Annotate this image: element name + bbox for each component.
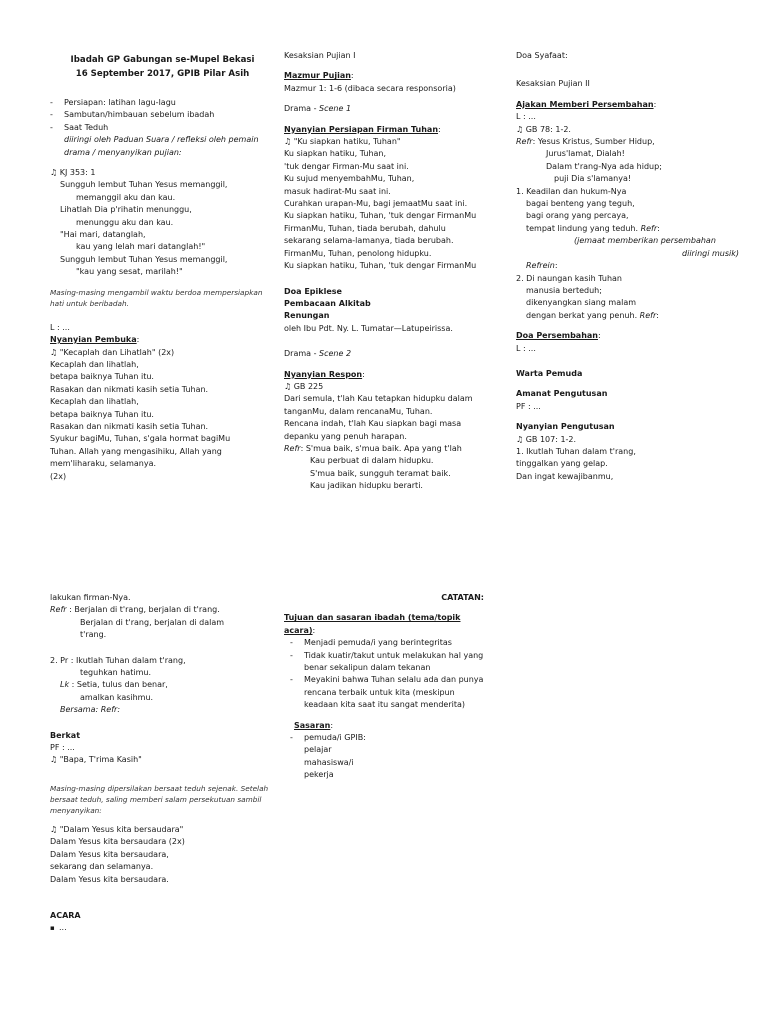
leader-line: L : ... (516, 343, 536, 353)
lyric-line: kau yang lelah mari datanglah!" (76, 242, 206, 252)
lyric-line: lakukan firman-Nya. (50, 593, 131, 602)
section-heading: Doa Epiklese (284, 286, 342, 296)
refrain-label: Refrein (526, 261, 555, 271)
lyric-line: bagai benteng yang teguh, (526, 199, 635, 209)
lyric-line: Kecaplah dan lihatlah, (50, 359, 139, 369)
lyric-line: "kau yang sesat, marilah!" (76, 267, 183, 277)
lk-label: Lk (60, 680, 70, 690)
lyric-line: S'mua baik, sungguh teramat baik. (310, 468, 451, 478)
lyric-line: dikenyangkan siang malam (526, 298, 637, 308)
lyric-line: Jurus'lamat, Dialah! (546, 149, 625, 159)
lyric-line: sekarang selama-lamanya, tiada berubah. (284, 236, 454, 246)
column-1: Ibadah GP Gabungan se-Mupel Bekasi 16 September 2017, GPIB Pilar Asih - Persiapan: latihan lagu-lagu - Sambutan/himbauan sebelum ibadah - Saat Teduh diiringi oleh Paduan Suara / refleksi oleh pemain drama / menyanyikan pujian: ♫ KJ 353: 1 Sungguh lembut Tuhan Yesus memanggil, memanggil aku dan kau. Lihatlah Dia p'rihatin menunggu, menunggu aku dan kau. "Hai mari, datanglah, kau yang lelah mari datanglah!" Sungguh lembut Tuhan Yesus memanggil, "kau yang sesat, marilah!" Masing-masing mengambil waktu berdoa mempersiapkan hati untuk beribadah. L : ... Nyanyian Pembuka: ♫ "Kecaplah dan Lihatlah" (2x) Kecaplah dan lihatlah, betapa baiknya Tuhan itu. Rasakan dan nikmati kasih setia Tuhan. Kecaplah dan lihatlah, betapa baiknya Tuhan itu. Rasakan dan nikmati kasih setia Tuhan. Syukur bagiMu, Tuhan, s'gala hormat bagiMu Tuhan. Allah yang mengasihiku, Allah yang mem'liharaku, selamanya. (2x) (50, 54, 275, 483)
lyric-line: FirmanMu, Tuhan, tiada berubah, dahulu (284, 223, 446, 233)
section-heading: Nyanyian Pembuka (50, 335, 137, 345)
lyric-line: Curahkan urapan-Mu, bagi jemaatMu saat ini. (284, 199, 468, 209)
lyric-line: Rencana indah, t'lah Kau siapkan bagi masa (284, 419, 462, 429)
lyric-line: Dalam t'rang-Nya ada hidup; (546, 161, 662, 171)
mazmur-text: Mazmur 1: 1-6 (dibaca secara responsoria) (284, 83, 456, 93)
prep-item: - Persiapan: latihan lagu-lagu (50, 97, 275, 109)
lyric-line: mem'liharaku, selamanya. (50, 459, 157, 469)
lyric-line: "Hai mari, datanglah, (60, 230, 146, 240)
lyric-line: Syukur bagiMu, Tuhan, s'gala hormat bagiMu (50, 434, 231, 444)
lyric-line: Dalam Yesus kita bersaudara. (50, 874, 169, 884)
target-item: mahasiswa/i (304, 757, 354, 767)
lyric-line: tempat lindung yang teduh. (526, 223, 639, 233)
lyric-line: t'rang. (80, 630, 107, 640)
drama-prefix: Drama - (284, 349, 320, 359)
drama-prefix: Drama - (284, 104, 320, 114)
section-heading: Amanat Pengutusan (516, 389, 608, 399)
kesaksian-pujian-2: Kesaksian Pujian II (516, 79, 590, 89)
prep-item: - Sambutan/himbauan sebelum ibadah (50, 109, 275, 121)
lyric-line: : Yesus Kristus, Sumber Hidup, (532, 137, 655, 147)
lyric-line: betapa baiknya Tuhan itu. (50, 372, 154, 382)
pr-label: 2. Pr (50, 655, 69, 665)
music-note-icon: ♫ (284, 137, 292, 147)
lyric-line: : Berjalan di t'rang, berjalan di t'rang. (69, 605, 220, 615)
refrain-label: Refr (516, 137, 533, 147)
kj-ref: KJ 353: 1 (59, 168, 96, 178)
lyric-line: : S'mua baik, s'mua baik. Apa yang t'lah (300, 443, 462, 453)
lyric-line: puji Dia s'lamanya! (554, 174, 632, 184)
music-note-icon: ♫ (284, 381, 292, 391)
lyric-line: 2. Di naungan kasih Tuhan (516, 273, 622, 283)
lyric-line: tanganMu, dalam rencanaMu, Tuhan. (284, 406, 433, 416)
prep-note: diiringi oleh Paduan Suara / refleksi oleh pemain drama / menyanyikan pujian: (64, 135, 259, 157)
lyric-line: Sungguh lembut Tuhan Yesus memanggil, (60, 254, 228, 264)
bersama-label: Bersama (60, 705, 96, 715)
target-item: pelajar (304, 745, 332, 755)
target-item: - pemuda/i GPIB: (284, 732, 484, 744)
lyric-line: manusia berteduh; (526, 285, 602, 295)
refrain-label: Refr (100, 705, 118, 715)
lyric-line: Sungguh lembut Tuhan Yesus memanggil, (60, 180, 228, 190)
lyric-line: 1. Keadilan dan hukum-Nya (516, 186, 627, 196)
section-heading: ACARA (50, 910, 81, 920)
column-2: Kesaksian Pujian I Mazmur Pujian: Mazmur 1: 1-6 (dibaca secara responsoria) Drama - Scene 1 Nyanyian Persiapan Firman Tuhan: ♫ "Ku siapkan hatiku, Tuhan" Ku siapkan hatiku, Tuhan, 'tuk dengar Firman-Mu saat ini. Ku sujud menyembahMu, Tuhan, masuk hadirat-Mu saat ini. Curahkan urapan-Mu, bagi jemaatMu saat ini. Ku siapkan hatiku, Tuhan, 'tuk dengar FirmanMu FirmanMu, Tuhan, tiada berubah, dahulu sekarang selama-lamanya, tiada berubah. FirmanMu, Tuhan, penolong hidupku. Ku siapkan hatiku, Tuhan, 'tuk dengar FirmanMu Doa Epiklese Pembacaan Alkitab Renungan oleh Ibu Pdt. Ny. L. Tumatar—Latupeirissa. Drama - Scene 2 Nyanyian Respon: ♫ GB 225 Dari semula, t'lah Kau tetapkan hidupku dalam tanganMu, dalam rencanaMu, Tuhan. Rencana indah, t'lah Kau siapkan bagi masa depanku yang penuh harapan. Refr: S'mua baik, s'mua baik. Apa yang t'lah Kau perbuat di dalam hidupku. S'mua baik, sungguh teramat baik. Kau jadikan hidupku berarti. (284, 50, 509, 493)
refrain-label: Refr (50, 605, 67, 615)
song-title: "Dalam Yesus kita bersaudara" (59, 824, 184, 834)
lyric-line: 1. Ikutlah Tuhan dalam t'rang, (516, 446, 636, 456)
lyric-line: tinggalkan yang gelap. (516, 459, 608, 469)
lyric-line: Kau perbuat di dalam hidupku. (310, 456, 434, 466)
lyric-line: masuk hadirat-Mu saat ini. (284, 186, 391, 196)
section-heading: Berkat (50, 730, 81, 740)
drama-scene: Scene 2 (319, 349, 352, 359)
section-heading: Ajakan Memberi Persembahan (516, 99, 654, 109)
song-title: "Kecaplah dan Lihatlah" (2x) (59, 347, 175, 357)
column-3: Doa Syafaat: Kesaksian Pujian II Ajakan Memberi Persembahan: L : ... ♫ GB 78: 1-2. Refr: Yesus Kristus, Sumber Hidup, Jurus'lamat, Dialah! Dalam t'rang-Nya ada hidup; puji Dia s'lamanya! 1. Keadilan dan hukum-Nya bagai benteng yang teguh, bagi orang yang percaya, tempat lindung yang teduh. Refr: (jemaat memberikan persembahan diiringi musik) Refrein: 2. Di naungan kasih Tuhan manusia berteduh; dikenyangkan siang malam dengan berkat yang penuh. Refr: Doa Persembahan: L : ... Warta Pemuda Amanat Pengutusan PF : ... Nyanyian Pengutusan ♫ GB 107: 1-2. 1. Ikutlah Tuhan dalam t'rang, tinggalkan yang gelap. Dan ingat kewajibanmu, (516, 50, 741, 483)
offering-note: (jemaat memberikan persembahan (574, 236, 716, 246)
refrain-label: Refr (284, 443, 301, 453)
lyric-line: Berjalan di t'rang, berjalan di dalam (80, 617, 225, 627)
lyric-line: Dari semula, t'lah Kau tetapkan hidupku dalam (284, 394, 473, 404)
lyric-line: Lihatlah Dia p'rihatin menunggu, (60, 205, 192, 215)
lyric-line: memanggil aku dan kau. (76, 192, 176, 202)
kesaksian-pujian-1: Kesaksian Pujian I (284, 51, 356, 60)
lyric-line: Dalam Yesus kita bersaudara, (50, 849, 169, 859)
section-heading: Renungan (284, 311, 330, 321)
section-heading: Pembacaan Alkitab (284, 298, 371, 308)
section-heading: Nyanyian Respon (284, 369, 363, 379)
acara-item: ▪ ... (50, 922, 275, 934)
lyric-line: dengan berkat yang penuh. (526, 310, 638, 320)
music-note-icon: ♫ (50, 168, 58, 178)
leader-line: L : ... (50, 322, 70, 332)
lyric-line: Ku siapkan hatiku, Tuhan, (284, 149, 387, 159)
column-4: lakukan firman-Nya. Refr : Berjalan di t'rang, berjalan di t'rang. Berjalan di t'rang, berjalan di dalam t'rang. 2. Pr : Ikutlah Tuhan dalam t'rang, teguhkan hatimu. Lk : Setia, tulus dan benar, amalkan kasihmu. Bersama: Refr: Berkat PF : ... ♫ "Bapa, T'rima Kasih" Masing-masing dipersilakan bersaat teduh sejenak. Setelah bersaat teduh, saling memberi salam persekutuan sambil menyanyikan: ♫ "Dalam Yesus kita bersaudara" Dalam Yesus kita bersaudara (2x) Dalam Yesus kita bersaudara, sekarang dan selamanya. Dalam Yesus kita bersaudara. ACARA ▪ ... (50, 592, 275, 935)
song-ref: GB 225 (293, 381, 324, 391)
lyric-line: Ku siapkan hatiku, Tuhan, 'tuk dengar FirmanMu (284, 211, 477, 221)
lyric-line: amalkan kasihmu. (80, 692, 154, 702)
lyric-line: 'tuk dengar Firman-Mu saat ini. (284, 161, 409, 171)
lyric-line: betapa baiknya Tuhan itu. (50, 409, 154, 419)
song-ref: GB 107: 1-2. (525, 434, 577, 444)
teduh-note: Masing-masing dipersilakan bersaat teduh sejenak. Setelah bersaat teduh, saling memberi salam persekutuan sambil menyanyikan: (50, 783, 269, 815)
leader-line: PF : ... (516, 401, 541, 411)
song-title: "Bapa, T'rima Kasih" (59, 755, 142, 765)
lyric-line: Kecaplah dan lihatlah, (50, 397, 139, 407)
lyric-line: : Ikutlah Tuhan dalam t'rang, (70, 655, 186, 665)
silence-note: Masing-masing mengambil waktu berdoa mempersiapkan hati untuk beribadah. (50, 287, 263, 308)
lyric-line: Ku sujud menyembahMu, Tuhan, (284, 174, 415, 184)
lyric-line: FirmanMu, Tuhan, penolong hidupku. (284, 248, 432, 258)
section-heading: Warta Pemuda (516, 368, 583, 378)
renungan-speaker: oleh Ibu Pdt. Ny. L. Tumatar—Latupeirissa. (284, 323, 453, 333)
song-ref: GB 78: 1-2. (525, 124, 571, 134)
lyric-line: teguhkan hatimu. (80, 668, 152, 678)
lyric-line: (2x) (50, 471, 67, 481)
section-heading: Mazmur Pujian (284, 71, 351, 81)
lyric-line: Rasakan dan nikmati kasih setia Tuhan. (50, 421, 209, 431)
lyric-line: Tuhan. Allah yang mengasihiku, Allah yang (50, 446, 222, 456)
goal-item: - Meyakini bahwa Tuhan selalu ada dan punya rencana terbaik untuk kita (meskipun keadaan kita saat itu sangat menderita) (284, 674, 484, 711)
music-note-icon: ♫ (516, 434, 524, 444)
section-heading: Tujuan dan sasaran ibadah (tema/topik acara) (284, 613, 461, 635)
music-note-icon: ♫ (50, 755, 58, 765)
song-title: "Ku siapkan hatiku, Tuhan" (293, 137, 401, 147)
lyric-line: bagi orang yang percaya, (526, 211, 629, 221)
section-heading: Nyanyian Pengutusan (516, 422, 615, 432)
section-heading: Sasaran (294, 720, 331, 730)
section-heading: Doa Persembahan (516, 331, 598, 341)
section-heading: Nyanyian Persiapan Firman Tuhan (284, 124, 439, 134)
column-5: CATATAN: Tujuan dan sasaran ibadah (tema/topik acara): - Menjadi pemuda/i yang berintegritas - Tidak kuatir/takut untuk melakukan hal yang benar sekalipun dalam tekanan - Meyakini bahwa Tuhan selalu ada dan punya rencana terbaik untuk kita (meskipun keadaan kita saat itu sangat menderita) Sasaran: - pemuda/i GPIB: pelajar mahasiswa/i pekerja (284, 592, 484, 782)
lyric-line: depanku yang penuh harapan. (284, 431, 407, 441)
catatan-heading: CATATAN (441, 593, 481, 602)
leader-line: L : ... (516, 112, 536, 122)
music-note-icon: ♫ (516, 124, 524, 134)
goal-item: - Tidak kuatir/takut untuk melakukan hal yang benar sekalipun dalam tekanan (284, 650, 484, 675)
lyric-line: sekarang dan selamanya. (50, 862, 154, 872)
music-note-icon: ♫ (50, 347, 58, 357)
leader-line: PF : ... (50, 743, 75, 753)
lyric-line: Rasakan dan nikmati kasih setia Tuhan. (50, 384, 209, 394)
target-item: pekerja (304, 770, 334, 780)
section-heading: Doa Syafaat (516, 51, 565, 60)
offering-note: diiringi musik) (682, 248, 739, 258)
goal-item: - Menjadi pemuda/i yang berintegritas (284, 637, 484, 649)
lyric-line: menunggu aku dan kau. (76, 217, 174, 227)
drama-scene: Scene 1 (319, 104, 352, 114)
service-date: 16 September 2017, GPIB Pilar Asih (75, 68, 250, 79)
lyric-line: : Setia, tulus dan benar, (71, 680, 168, 690)
lyric-line: Dan ingat kewajibanmu, (516, 471, 614, 481)
music-note-icon: ♫ (50, 824, 58, 834)
prep-item: - Saat Teduh (50, 122, 275, 134)
lyric-line: Dalam Yesus kita bersaudara (2x) (50, 837, 185, 847)
lyric-line: Kau jadikan hidupku berarti. (310, 481, 423, 491)
refrain-label: Refr (640, 223, 658, 233)
lyric-line: Ku siapkan hatiku, Tuhan, 'tuk dengar FirmanMu (284, 261, 477, 271)
service-title: Ibadah GP Gabungan se-Mupel Bekasi (70, 55, 255, 65)
refrain-label: Refr (639, 310, 657, 320)
